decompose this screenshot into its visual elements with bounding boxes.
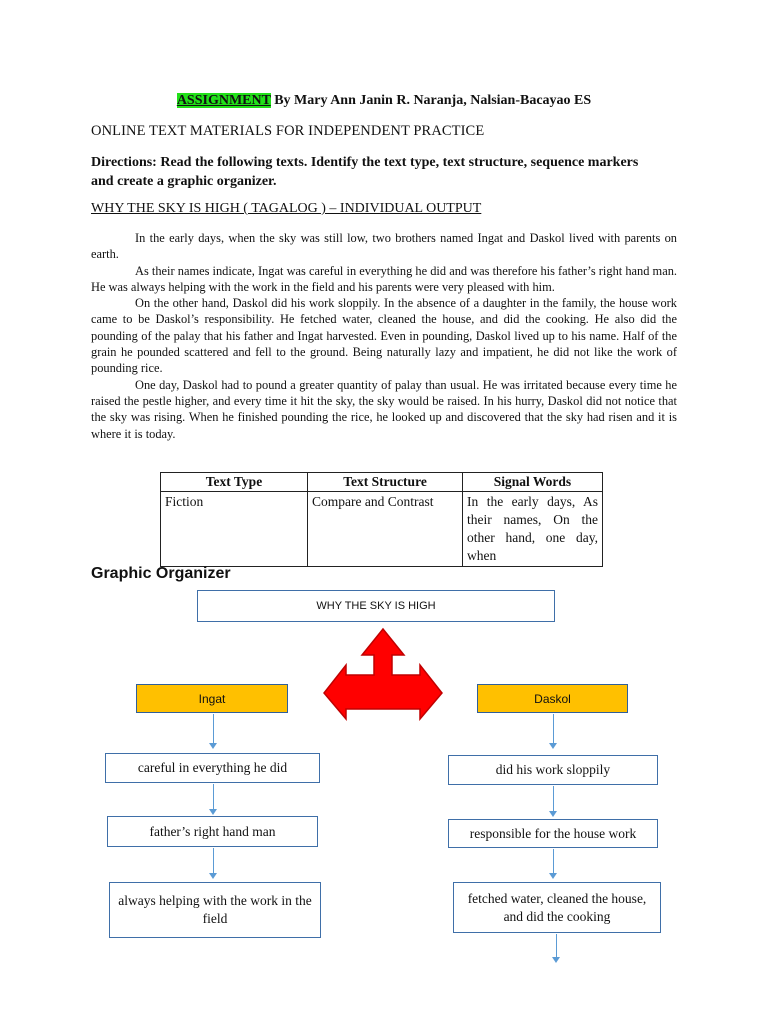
daskol-trait-box: [448, 819, 658, 848]
ingat-head-box: [136, 684, 288, 713]
table-row: [161, 492, 603, 567]
directions: Directions: Read the following texts. Identify the text type, text structure, sequence markers and create a graphic organizer.: [91, 155, 639, 189]
ingat-trait-1: careful in everything he did: [137, 760, 288, 775]
text-analysis-table: [160, 472, 603, 567]
daskol-head-box: [477, 684, 628, 713]
paragraph: On the other hand, Daskol did his work sloppily. In the absence of a daughter in the family, the house work came to be Daskol’s responsibility. He fetched water, cleaned the house, and did the cooking. He also did the pounding of the palay that his father and Ingat harvested. Even in pounding, Daskol lived up to his name. Half of the grain he pounded scattered and fell to the ground. Being naturally lazy and impatient, he did not like the work of pounding rice.: [91, 296, 677, 376]
ingat-label: Ingat: [198, 691, 226, 706]
table-header-row: [161, 473, 603, 492]
arrow-down-icon: [213, 848, 214, 874]
author-byline: By Mary Ann Janin R. Naranja, Nalsian-Bacayao ES: [274, 93, 592, 108]
story-title: WHY THE SKY IS HIGH ( TAGALOG ) – INDIVIDUAL OUTPUT: [91, 201, 482, 216]
daskol-trait-3: fetched water, cleaned the house, and did the cooking: [467, 890, 647, 924]
split-arrow-icon: [320, 625, 446, 721]
daskol-trait-box: [448, 755, 658, 785]
arrow-down-icon: [213, 784, 214, 810]
organizer-title: WHY THE SKY IS HIGH: [316, 600, 436, 612]
arrow-down-icon: [553, 849, 554, 874]
paragraph: As their names indicate, Ingat was careful in everything he did and was therefore his father’s right hand man. He was always helping with the work in the field and his parents were very pleased with him.: [91, 263, 677, 294]
daskol-label: Daskol: [534, 691, 571, 706]
cell-signal-words: In the early days, As their names, On the other hand, one day, when: [463, 492, 603, 567]
header-signal-words: Signal Words: [463, 473, 603, 492]
arrow-down-icon: [553, 786, 554, 812]
header-text-type: Text Type: [161, 473, 308, 492]
story-text: [91, 230, 677, 442]
daskol-trait-1: did his work sloppily: [495, 762, 611, 777]
ingat-trait-box: [105, 753, 320, 783]
header-text-structure: Text Structure: [308, 473, 463, 492]
paragraph: One day, Daskol had to pound a greater quantity of palay than usual. He was irritated because every time he raised the pestle higher, and every time it hit the sky, the sky would be raised. In his hurry, Daskol did not notice that the sky was rising. When he finished pounding the rice, he looked up and discovered that the sky had risen and it is where it is today.: [91, 377, 677, 441]
ingat-trait-box: [107, 816, 318, 847]
arrow-down-icon: [553, 714, 554, 744]
cell-text-structure: Compare and Contrast: [308, 492, 463, 567]
graphic-organizer-heading: Graphic Organizer: [91, 565, 231, 582]
daskol-trait-2: responsible for the house work: [469, 825, 637, 841]
assignment-label: ASSIGNMENT: [176, 93, 271, 108]
subtitle: ONLINE TEXT MATERIALS FOR INDEPENDENT PRACTICE: [91, 123, 485, 139]
arrow-down-icon: [213, 714, 214, 744]
ingat-trait-3: always helping with the work in the field: [118, 893, 312, 926]
organizer-title-box: [197, 590, 555, 622]
cell-text-type: Fiction: [161, 492, 308, 567]
ingat-trait-2: father’s right hand man: [149, 823, 276, 839]
paragraph: In the early days, when the sky was still low, two brothers named Ingat and Daskol lived with parents on earth.: [91, 231, 677, 262]
assignment-header: [0, 93, 768, 109]
ingat-trait-box: [109, 882, 321, 938]
arrow-down-icon: [556, 934, 557, 958]
daskol-trait-box: [453, 882, 661, 933]
